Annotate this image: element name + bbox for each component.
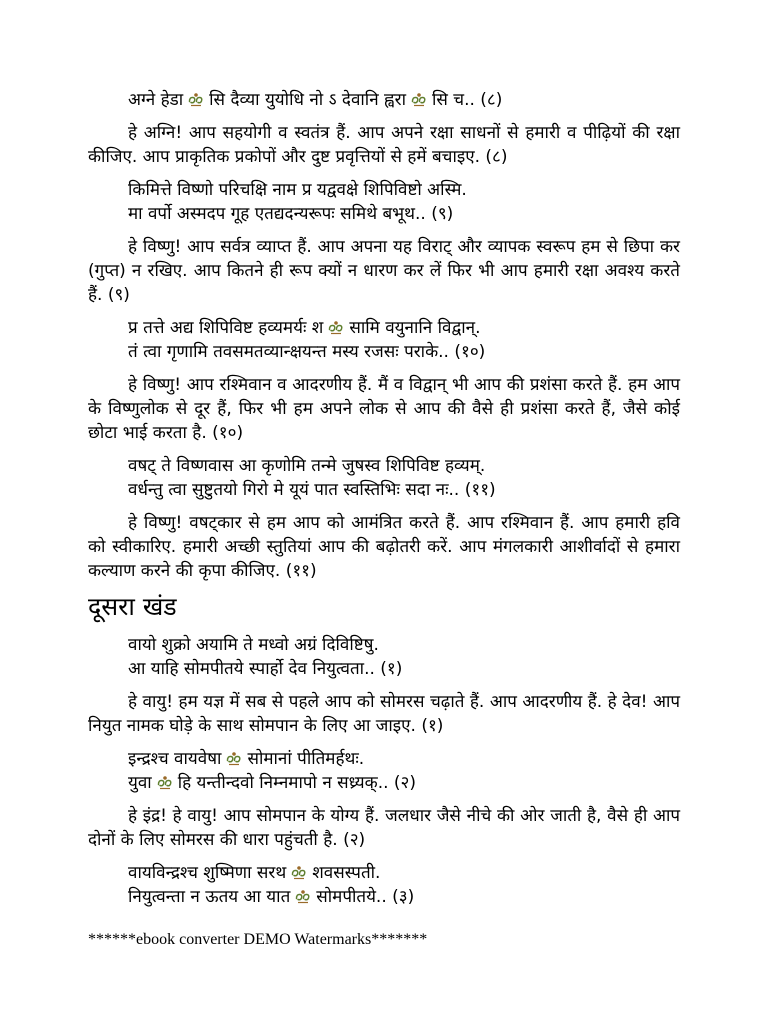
verse-text: सि दैव्या युयोधि नो ऽ देवानि ह्वरा	[209, 90, 406, 110]
section-2-verse-1-line-2: आ याहि सोमपीतये स्पार्हो देव नियुत्वता.. (१)	[128, 659, 403, 679]
translation-10: हे विष्णु! आप रश्मिवान व आदरणीय हैं. मैं व विद्वान् भी आप की प्रशंसा करते हैं. हम आप के विष्णुलोक से दूर हैं, फिर भी हम अपने लोक से आप की वैसे ही प्रशंसा करते हैं, जैसे कोई छोटा भाई करता है. (१०)	[88, 375, 680, 443]
section-2-verse-1-line-1: वायो शुक्रो अयामि ते मध्वो अग्रं दिविष्टिषु.	[128, 635, 379, 655]
verse-text: हि यन्तीन्दवो निम्नमापो न सध्र्यक्.. (२)	[177, 773, 417, 793]
svara-mark-icon	[226, 752, 242, 766]
verse-9-line-2: मा वर्पो अस्मदप गूह एतद्यदन्यरूपः समिथे बभूथ.. (९)	[128, 204, 454, 224]
translation-9: हे विष्णु! आप सर्वत्र व्याप्त हैं. आप अपना यह विराट् और व्यापक स्वरूप हम से छिपा कर (गुप्त) न रखिए. आप कितने ही रूप क्यों न धारण कर लें फिर भी आप हमारी रक्षा अवश्य करते हैं. (९)	[88, 237, 680, 305]
verse-9-line-1: किमित्ते विष्णो परिचक्षि नाम प्र यद्ववक्षे शिपिविष्टो अस्मि.	[128, 180, 467, 200]
verse-text: नियुत्वन्ता न ऊतय आ यात	[128, 887, 291, 907]
section-2-translation-2: हे इंद्र! हे वायु! आप सोमपान के योग्य हैं. जलधार जैसे नीचे की ओर जाती है, वैसे ही आप दोनों के लिए सोमरस की धारा पहुंचती है. (२)	[88, 806, 680, 850]
verse-text: इन्द्रश्च वायवेषा	[128, 749, 222, 769]
section-2-translation-1: हे वायु! हम यज्ञ में सब से पहले आप को सोमरस चढ़ाते हैं. आप आदरणीय हैं. हे देव! आप नियुत नामक घोड़े के साथ सोमपान के लिए आ जाइए. (१)	[88, 692, 680, 736]
verse-text: वायविन्द्रश्च शुष्मिणा सरथ	[128, 863, 287, 883]
svara-mark-icon	[411, 93, 427, 107]
verse-9	[128, 178, 680, 226]
section-2-verse-3	[128, 861, 680, 909]
section-2-verse-3-line-2	[128, 885, 680, 909]
section-2-verse-3-line-1	[128, 861, 680, 885]
verse-11	[128, 454, 680, 502]
verse-text: युवा	[128, 773, 152, 793]
svara-mark-icon	[328, 321, 344, 335]
section-2-verse-2	[128, 747, 680, 795]
verse-text: सि च.. (८)	[432, 90, 503, 110]
section-2-verse-2-line-1	[128, 747, 680, 771]
verse-text: सोमपीतये.. (३)	[316, 887, 415, 907]
verse-text: सोमानां पीतिमर्हथः.	[247, 749, 365, 769]
section-heading: दूसरा खंड	[88, 592, 177, 621]
verse-text: प्र तत्ते अद्य शिपिविष्ट हव्यमर्यः श	[128, 318, 324, 338]
verse-8-line-1	[128, 88, 680, 112]
translation-11: हे विष्णु! वषट्कार से हम आप को आमंत्रित करते हैं. आप रश्मिवान हैं. आप हमारी हवि को स्वीकारिए. हमारी अच्छी स्तुतियां आप की बढ़ोतरी करें. आप मंगलकारी आशीर्वादों से हमारा कल्याण करने की कृपा कीजिए. (११)	[88, 513, 680, 581]
translation-8: हे अग्नि! आप सहयोगी व स्वतंत्र हैं. आप अपने रक्षा साधनों से हमारी व पीढ़ियों की रक्षा कीजिए. आप प्राकृतिक प्रकोपों और दुष्ट प्रवृत्तियों से हमें बचाइए. (८)	[88, 123, 680, 167]
verse-10-line-2: तं त्वा गृणामि तवसमतव्यान्क्षयन्त मस्य रजसः पराके.. (१०)	[128, 342, 486, 362]
verse-10-line-1	[128, 316, 680, 340]
verse-8	[128, 88, 680, 112]
verse-text: सामि वयुनानि विद्वान्.	[349, 318, 481, 338]
svara-mark-icon	[188, 93, 204, 107]
svara-mark-icon	[291, 866, 307, 880]
verse-11-line-1: वषट् ते विष्णवास आ कृणोमि तन्मे जुषस्व शिपिविष्ट हव्यम्.	[128, 456, 486, 476]
section-2-verse-1	[128, 633, 680, 681]
section-2-verse-2-line-2	[128, 771, 680, 795]
verse-text: शवसस्पती.	[312, 863, 381, 883]
svara-mark-icon	[157, 776, 173, 790]
watermark-footer: ******ebook converter DEMO Watermarks*******	[88, 931, 428, 948]
verse-text: अग्ने हेडा	[128, 90, 184, 110]
svara-mark-icon	[295, 890, 311, 904]
verse-11-line-2: वर्धन्तु त्वा सुष्टुतयो गिरो मे यूयं पात स्वस्तिभिः सदा नः.. (११)	[128, 480, 496, 500]
verse-10	[128, 316, 680, 364]
